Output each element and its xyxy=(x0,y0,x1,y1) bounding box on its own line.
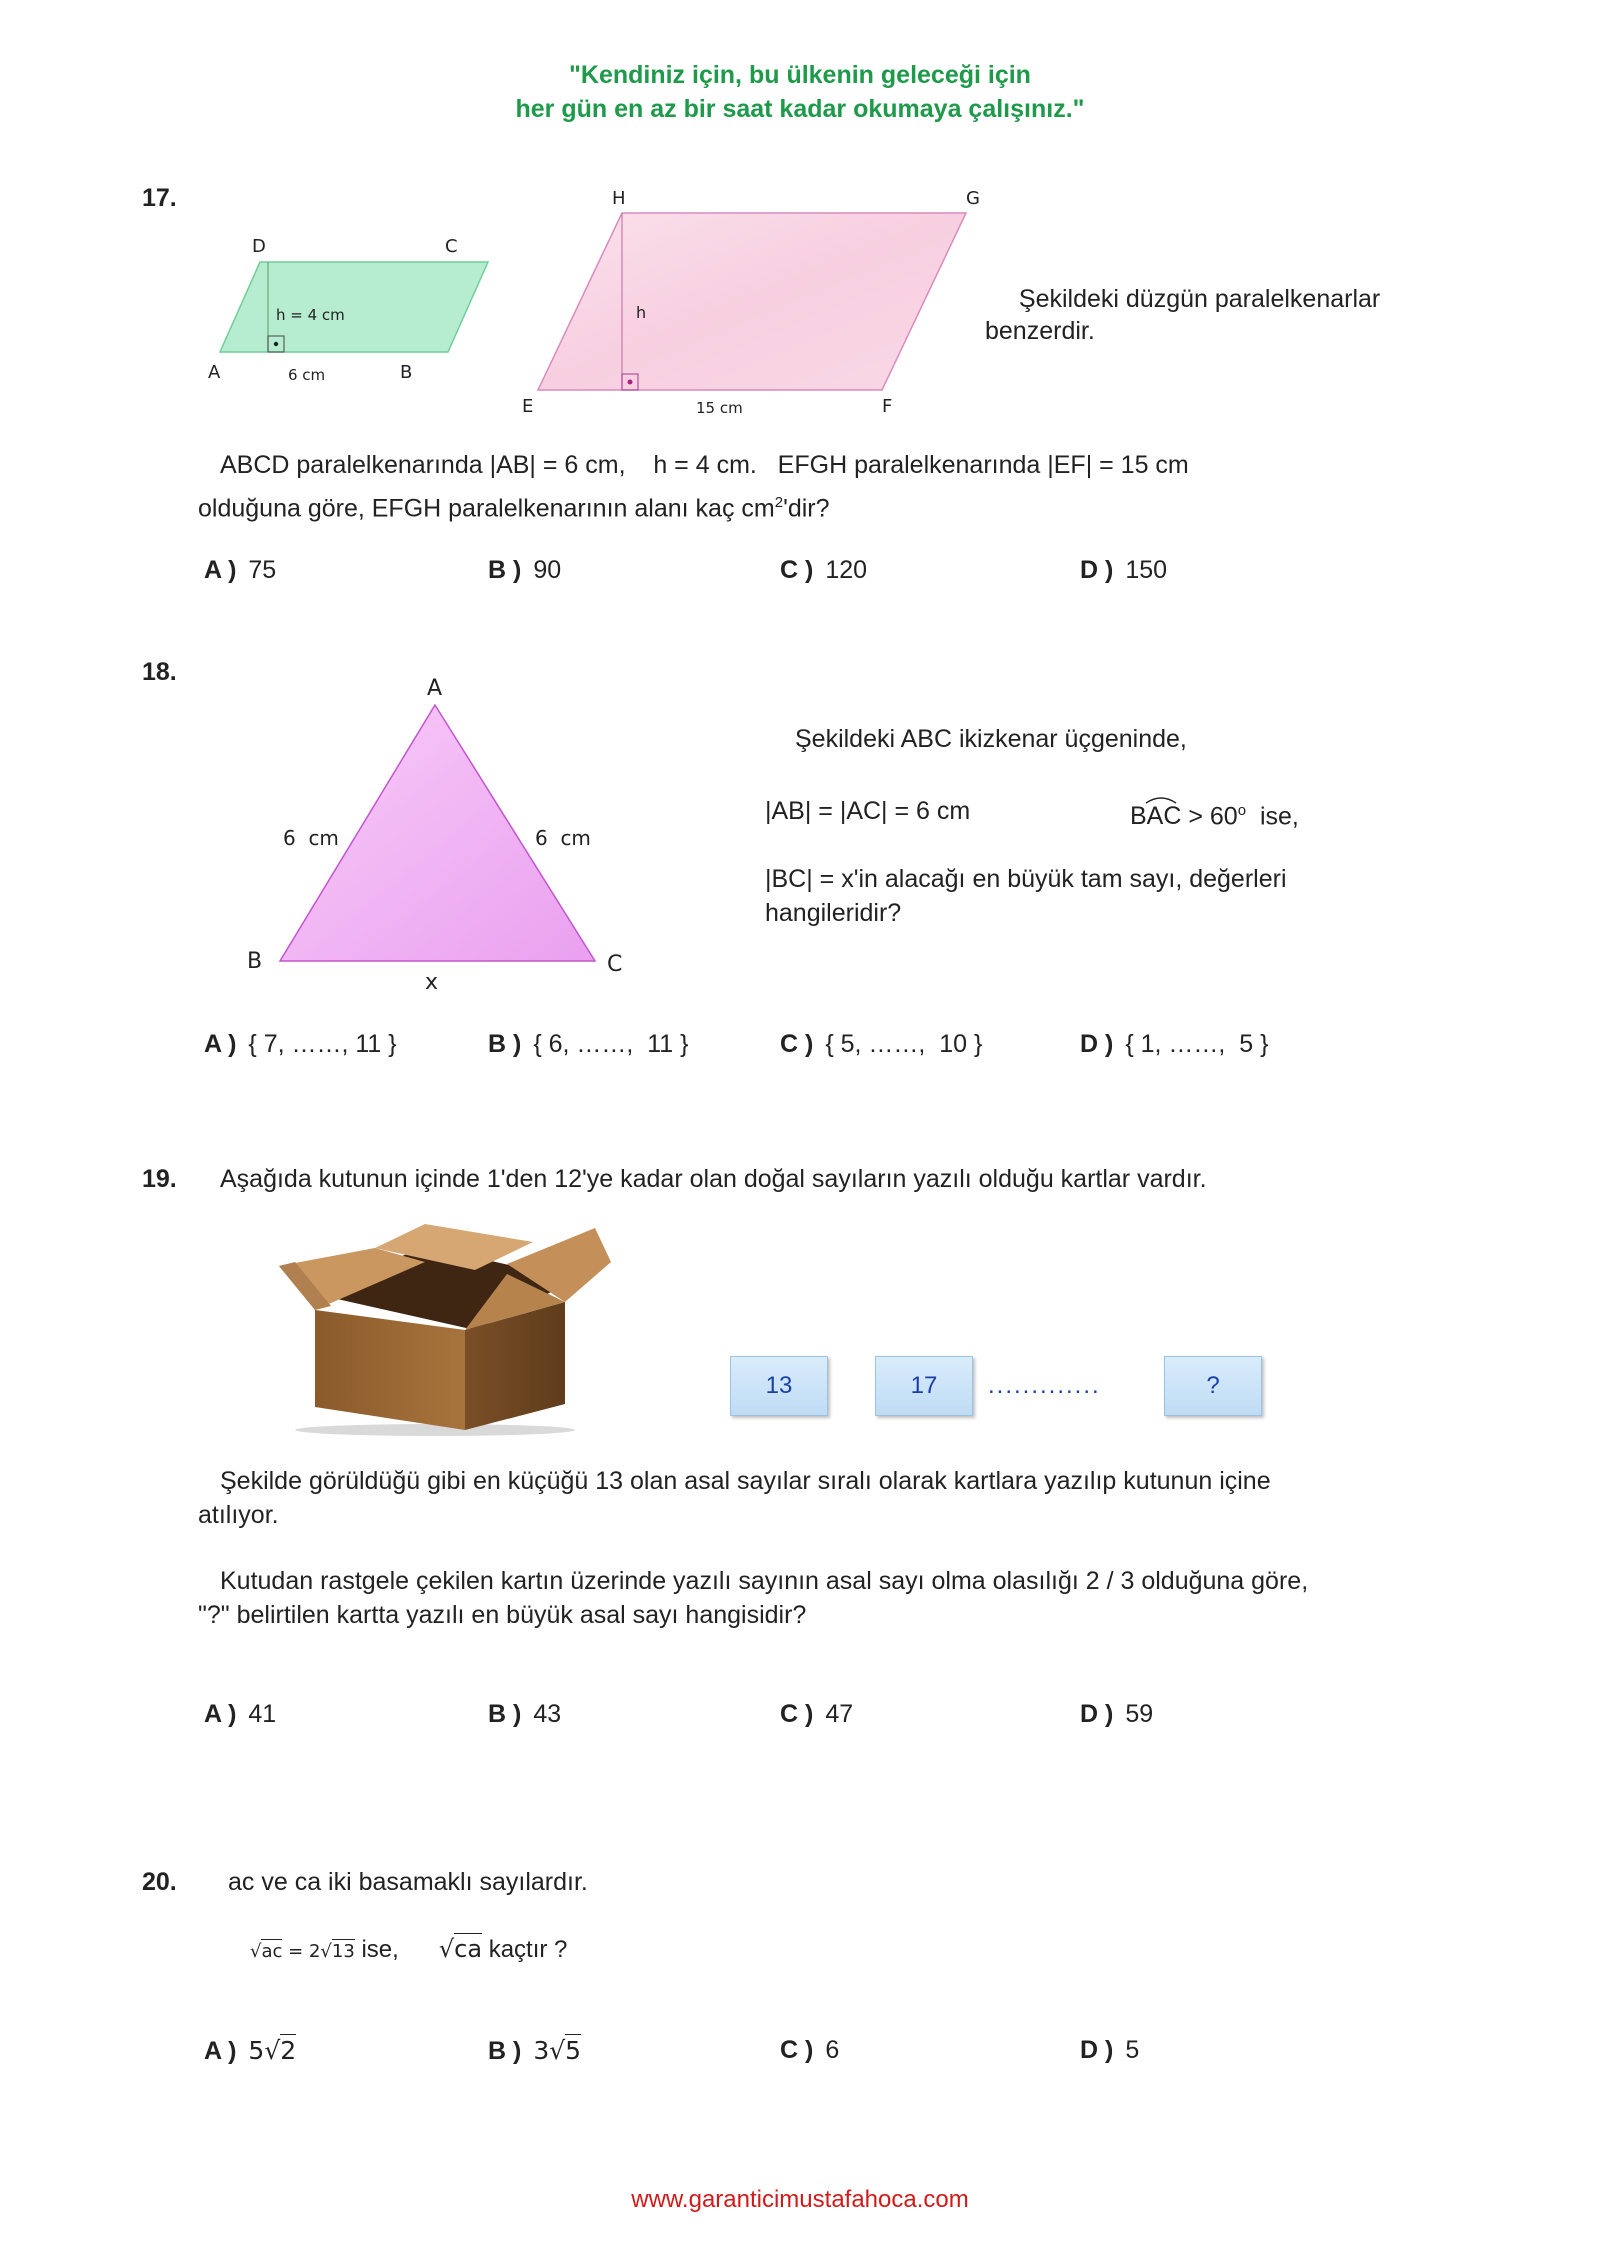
q17-option-a[interactable]: A ) 75 xyxy=(204,556,277,584)
q18-option-c[interactable]: C ) { 5, ……, 10 } xyxy=(780,1030,983,1058)
label-d: D xyxy=(252,236,266,257)
q20-option-a[interactable]: A ) 5√2 xyxy=(204,2036,297,2065)
question-19-number: 19. xyxy=(142,1165,177,1193)
q19-stem: Aşağıda kutunun içinde 1'den 12'ye kadar olan doğal sayıların yazılı olduğu kartlar vardır. xyxy=(220,1165,1207,1193)
q17-side-text-1: Şekildeki düzgün paralelkenarlar xyxy=(1018,285,1381,313)
q18-angle-condition: BAC > $60^o$ ise, xyxy=(1130,794,1299,833)
footer-url[interactable]: www.garanticimustafahoca.com xyxy=(631,2186,969,2213)
triangle-right-side-label: 6 cm xyxy=(535,826,591,850)
triangle-label-a: A xyxy=(427,676,443,701)
triangle-base-label: x xyxy=(425,970,439,995)
q18-text-4: hangileridir? xyxy=(765,899,902,927)
q18-text-2: |AB| = |AC| = 6 cm xyxy=(765,797,971,825)
q18-text-1: Şekildeki ABC ikizkenar üçgeninde, xyxy=(795,725,1187,753)
q20-equation: √ac = 2√13 ise, √ca kaçtır ? xyxy=(250,1935,568,1963)
q18-option-a[interactable]: A ) { 7, ……, 11 } xyxy=(204,1030,397,1058)
q18-option-b[interactable]: B ) { 6, ……, 11 } xyxy=(488,1030,689,1058)
prime-card-2: 17 xyxy=(875,1356,973,1416)
q17-side-text-2: benzerdir. xyxy=(985,317,1095,345)
label-h-vertex: H xyxy=(612,188,626,209)
label-c: C xyxy=(445,236,458,257)
isosceles-triangle-figure xyxy=(235,665,655,1005)
header-quote-line1: "Kendiniz için, bu ülkenin geleceği için xyxy=(569,61,1031,89)
prime-card-1: 13 xyxy=(730,1356,828,1416)
parallelogram-efgh-figure xyxy=(510,180,1010,420)
cards-ellipsis: ............. xyxy=(988,1372,1101,1399)
q17-stem-line2: olduğuna göre, EFGH paralelkenarının alanı kaç $cm^2'dir$? xyxy=(198,494,830,523)
label-a: A xyxy=(208,362,221,383)
q19-text-4: "?" belirtilen kartta yazılı en büyük asal sayı hangisidir? xyxy=(198,1601,807,1629)
label-g: G xyxy=(966,188,980,209)
q19-text-2: atılıyor. xyxy=(198,1501,279,1529)
question-18-number: 18. xyxy=(142,658,177,686)
q19-option-d[interactable]: D ) 59 xyxy=(1080,1700,1154,1728)
label-h-4cm: h = 4 cm xyxy=(276,306,345,324)
triangle-left-side-label: 6 cm xyxy=(283,826,339,850)
label-b: B xyxy=(400,362,413,383)
label-e: E xyxy=(522,396,534,417)
q19-option-b[interactable]: B ) 43 xyxy=(488,1700,562,1728)
q18-text-3: |BC| = x'in alacağı en büyük tam sayı, değerleri xyxy=(765,865,1287,893)
q20-option-b[interactable]: B ) 3√5 xyxy=(488,2036,582,2065)
question-17-number: 17. xyxy=(142,184,177,212)
q20-option-c[interactable]: C ) 6 xyxy=(780,2036,840,2064)
header-quote-line2: her gün en az bir saat kadar okumaya çalışınız." xyxy=(515,95,1085,123)
cardboard-box-icon xyxy=(275,1222,615,1437)
q17-option-b[interactable]: B ) 90 xyxy=(488,556,562,584)
triangle-label-c: C xyxy=(607,952,623,977)
q19-text-1: Şekilde görüldüğü gibi en küçüğü 13 olan asal sayılar sıralı olarak kartlara yazılıp kutunun içine xyxy=(220,1467,1271,1495)
triangle-label-b: B xyxy=(247,949,263,974)
q19-option-a[interactable]: A ) 41 xyxy=(204,1700,277,1728)
q20-stem: ac ve ca iki basamaklı sayılardır. xyxy=(228,1868,588,1896)
label-base-6cm: 6 cm xyxy=(288,366,326,384)
prime-card-unknown: ? xyxy=(1164,1356,1262,1416)
q17-stem-line1: ABCD paralelkenarında |AB| = 6 cm, h = 4 cm. EFGH paralelkenarında |EF| = 15 cm xyxy=(220,451,1189,479)
q20-option-d[interactable]: D ) 5 xyxy=(1080,2036,1140,2064)
q19-option-c[interactable]: C ) 47 xyxy=(780,1700,854,1728)
q19-text-3: Kutudan rastgele çekilen kartın üzerinde yazılı sayının asal sayı olma olasılığı 2 / 3 olduğuna göre, xyxy=(220,1567,1309,1595)
parallelogram-abcd-figure xyxy=(190,220,490,400)
label-height-h: h xyxy=(636,303,647,322)
q17-option-c[interactable]: C ) 120 xyxy=(780,556,868,584)
label-base-15cm: 15 cm xyxy=(696,399,743,417)
q17-option-d[interactable]: D ) 150 xyxy=(1080,556,1168,584)
label-f: F xyxy=(882,396,893,417)
question-20-number: 20. xyxy=(142,1868,177,1896)
q18-option-d[interactable]: D ) { 1, ……, 5 } xyxy=(1080,1030,1269,1058)
